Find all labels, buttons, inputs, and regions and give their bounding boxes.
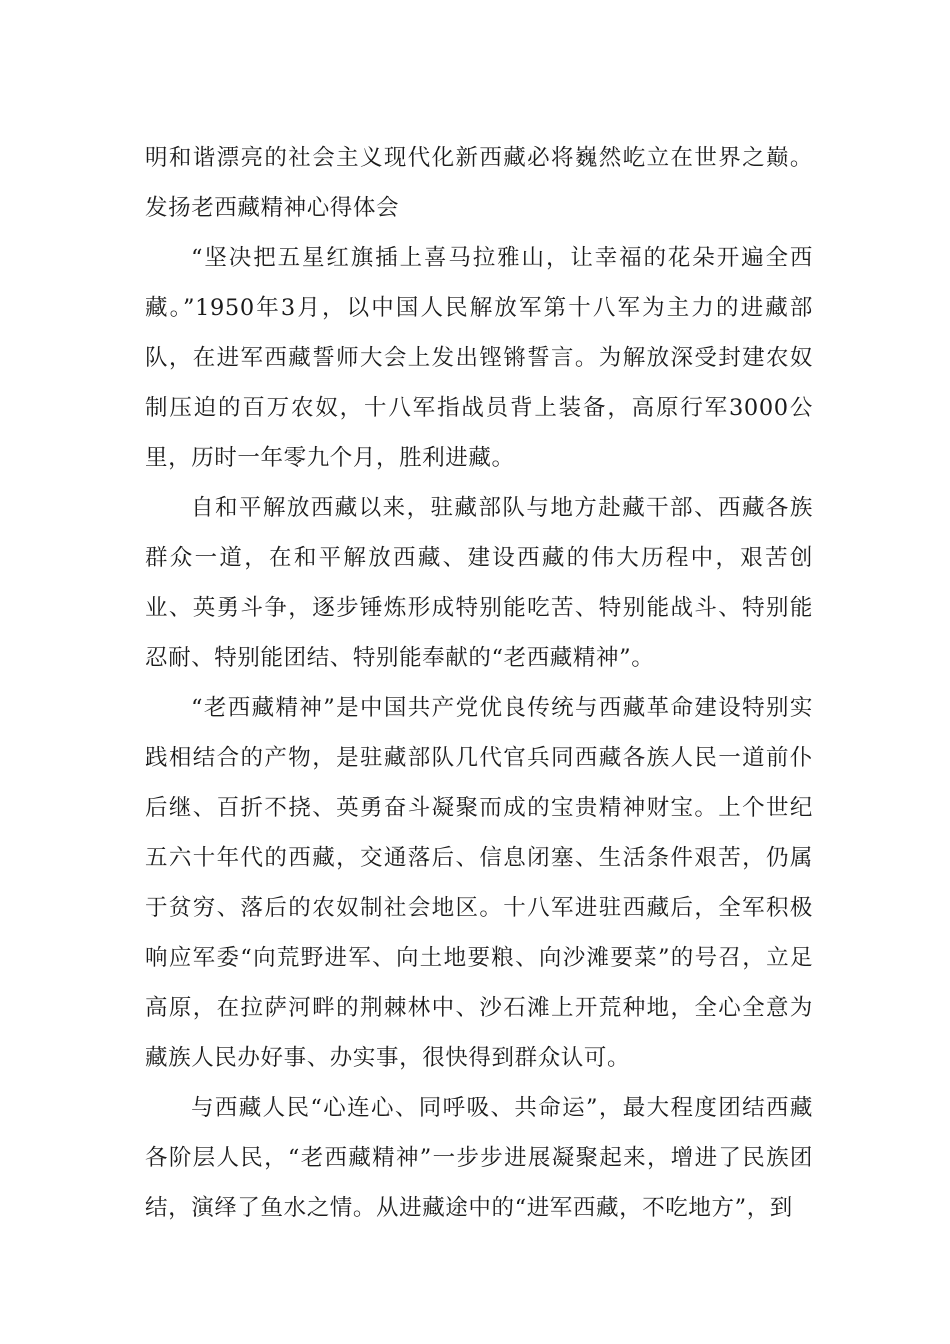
document-body <box>145 133 813 1233</box>
paragraph-spirit-formation: 自和平解放西藏以来，驻藏部队与地方赴藏干部、西藏各族群众一道，在和平解放西藏、建设西藏的伟大历程中，艰苦创业、英勇斗争，逐步锤炼形成特别能吃苦、特别能战斗、特别能忍耐、特别能团结、特别能奉献的“老西藏精神”。 <box>145 495 813 671</box>
paragraph-unity: 与西藏人民“心连心、同呼吸、共命运”，最大程度团结西藏各阶层人民，“老西藏精神”一步步进展凝聚起来，增进了民族团结，演绎了鱼水之情。从进藏途中的“进军西藏，不吃地方”，到 <box>145 1095 813 1221</box>
paragraph-continuation: 明和谐漂亮的社会主义现代化新西藏必将巍然屹立在世界之巅。发扬老西藏精神心得体会 <box>145 145 813 221</box>
paragraph-spirit-origin: “老西藏精神”是中国共产党优良传统与西藏革命建设特别实践相结合的产物，是驻藏部队几代官兵同西藏各族人民一道前仆后继、百折不挠、英勇奋斗凝聚而成的宝贵精神财宝。上个世纪五六十年代的西藏，交通落后、信息闭塞、生活条件艰苦，仍属于贫穷、落后的农奴制社会地区。十八军进驻西藏后，全军积极响应军委“向荒野进军、向土地要粮、向沙滩要菜”的号召，立足高原，在拉萨河畔的荆棘林中、沙石滩上开荒种地，全心全意为藏族人民办好事、办实事，很快得到群众认可。 <box>145 695 813 1071</box>
paragraph-march-vow: “坚决把五星红旗插上喜马拉雅山，让幸福的花朵开遍全西藏。”1950年3月，以中国人民解放军第十八军为主力的进藏部队，在进军西藏誓师大会上发出铿锵誓言。为解放深受封建农奴制压迫的百万农奴，十八军指战员背上装备，高原行军3000公里，历时一年零九个月，胜利进藏。 <box>145 245 813 471</box>
